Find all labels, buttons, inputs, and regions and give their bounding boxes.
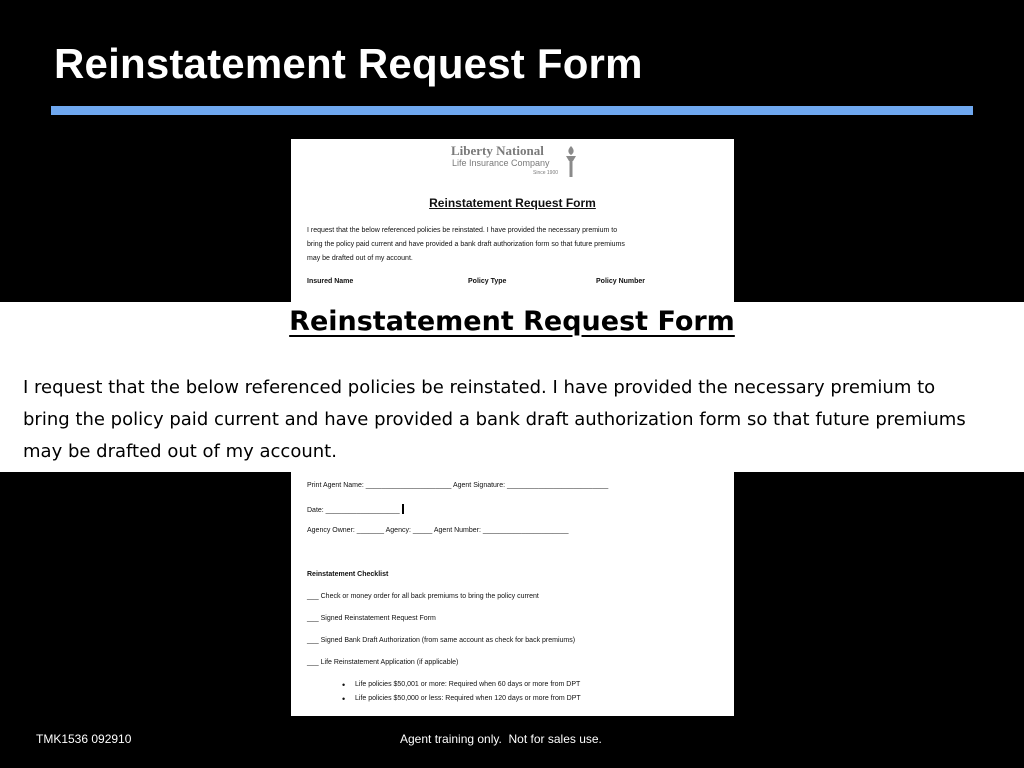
zoomed-excerpt xyxy=(0,302,1024,472)
column-header-policy-type: Policy Type xyxy=(468,278,507,285)
intro-line: I request that the below referenced policies be reinstated. I have provided the necessary premium to xyxy=(307,227,618,234)
requirement-bullet: • Life policies $50,000 or less: Required when 120 days or more from DPT xyxy=(355,695,581,702)
zoomed-line: may be drafted out of my account. xyxy=(23,441,337,462)
zoomed-title-text: Reinstatement Request Form xyxy=(289,306,735,337)
footer-code: TMK1536 092910 xyxy=(36,732,132,746)
title-divider xyxy=(51,106,973,115)
checklist-item: ___ Check or money order for all back premiums to bring the policy current xyxy=(307,593,539,600)
text-cursor xyxy=(402,504,404,514)
checklist-item: ___ Signed Reinstatement Request Form xyxy=(307,615,436,622)
footer-disclaimer: Agent training only. Not for sales use. xyxy=(400,732,602,746)
logo-company-name: Liberty National xyxy=(451,143,544,158)
column-header-policy-number: Policy Number xyxy=(596,278,646,285)
checklist-title: Reinstatement Checklist xyxy=(307,571,389,578)
logo-company-subtitle: Life Insurance Company xyxy=(452,158,550,168)
logo-since: Since 1900 xyxy=(533,170,559,176)
zoomed-title xyxy=(0,306,1024,337)
document-intro xyxy=(307,224,727,266)
company-logo xyxy=(451,143,581,181)
date-line xyxy=(307,504,404,514)
checklist-item: ___ Signed Bank Draft Authorization (from same account as check for back premiums) xyxy=(307,637,576,644)
torch-icon xyxy=(563,145,579,179)
zoomed-line: bring the policy paid current and have provided a bank draft authorization form so that future premiums xyxy=(23,409,966,430)
slide-title: Reinstatement Request Form xyxy=(54,40,643,87)
agent-name-line: Print Agent Name: ______________________ Agent Signature: __________________________ xyxy=(307,482,609,489)
requirement-bullet: • Life policies $50,001 or more: Required when 60 days or more from DPT xyxy=(355,681,580,688)
intro-line: bring the policy paid current and have provided a bank draft authorization form so that future premiums xyxy=(307,241,625,248)
zoomed-line: I request that the below referenced policies be reinstated. I have provided the necessary premium to xyxy=(23,377,936,398)
document-title: Reinstatement Request Form xyxy=(429,196,596,210)
zoomed-paragraph xyxy=(23,372,1013,468)
column-header-insured-name: Insured Name xyxy=(307,278,354,285)
date-line-text: Date: ___________________ xyxy=(307,507,400,514)
agency-line: Agency Owner: _______ Agency: _____ Agent Number: ______________________ xyxy=(307,527,569,534)
checklist-item: ___ Life Reinstatement Application (if applicable) xyxy=(307,659,459,666)
intro-line: may be drafted out of my account. xyxy=(307,255,413,262)
